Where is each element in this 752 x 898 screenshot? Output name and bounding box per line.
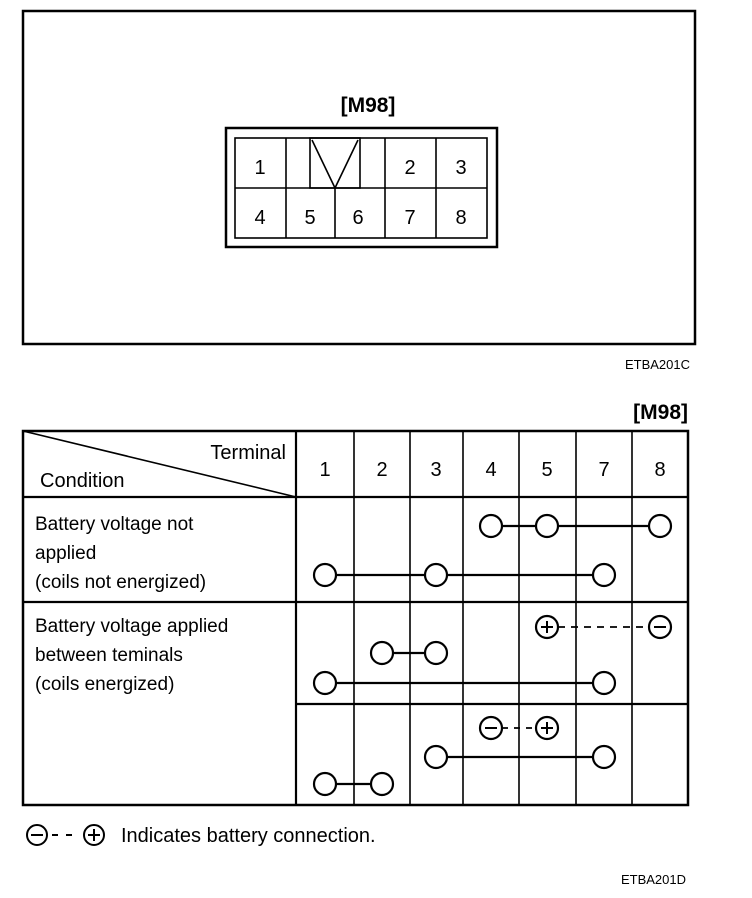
- terminal-7-header: 7: [598, 459, 610, 481]
- figure-code-bottom: ETBA201D: [620, 872, 686, 887]
- continuity-node-1: [314, 773, 336, 795]
- condition-row-1: [35, 514, 206, 593]
- positive-terminal-icon: [84, 825, 104, 845]
- continuity-energized-a: [314, 616, 671, 694]
- continuity-node-3: [425, 642, 447, 664]
- continuity-node-5: [536, 515, 558, 537]
- condition-1-line-1: Battery voltage not: [35, 514, 194, 535]
- condition-2-line-2: between teminals: [35, 645, 183, 666]
- continuity-node-4: [480, 515, 502, 537]
- terminal-4-header: 4: [485, 459, 497, 481]
- condition-2-line-1: Battery voltage applied: [35, 616, 229, 637]
- continuity-node-3: [425, 564, 447, 586]
- terminal-8-header: 8: [654, 459, 666, 481]
- condition-row-2: [35, 616, 228, 695]
- pin-7: 7: [404, 207, 416, 229]
- continuity-node-1: [314, 672, 336, 694]
- continuity-node-8: [649, 515, 671, 537]
- pin-6: 6: [352, 207, 364, 229]
- pin-2: 2: [404, 157, 416, 179]
- condition-1-line-2: applied: [35, 543, 97, 564]
- terminal-2-header: 2: [376, 459, 388, 481]
- continuity-node-2: [371, 773, 393, 795]
- figure-code-top: ETBA201C: [624, 357, 690, 372]
- connector-label: [M98]: [340, 94, 396, 117]
- pin-8: 8: [455, 207, 467, 229]
- terminal-3-header: 3: [430, 459, 442, 481]
- continuity-node-7: [593, 564, 615, 586]
- pin-3: 3: [455, 157, 467, 179]
- header-terminal: Terminal: [210, 442, 286, 464]
- table-label: [M98]: [633, 401, 688, 424]
- continuity-node-2: [371, 642, 393, 664]
- pin-4: 4: [254, 207, 266, 229]
- negative-terminal-icon: [649, 616, 671, 638]
- continuity-node-1: [314, 564, 336, 586]
- pin-1: 1: [254, 157, 266, 179]
- condition-1-line-3: (coils not energized): [35, 572, 207, 593]
- negative-terminal-icon: [480, 717, 502, 739]
- pin-5: 5: [304, 207, 316, 229]
- positive-terminal-icon: [536, 616, 558, 638]
- positive-terminal-icon: [536, 717, 558, 739]
- negative-terminal-icon: [27, 825, 47, 845]
- terminal-1-header: 1: [319, 459, 331, 481]
- continuity-node-7: [593, 746, 615, 768]
- legend-text: Indicates battery connection.: [121, 825, 376, 847]
- header-condition: Condition: [40, 470, 125, 492]
- connector-body: [226, 128, 497, 247]
- continuity-node-3: [425, 746, 447, 768]
- legend: [27, 825, 104, 845]
- terminal-headers: [319, 459, 665, 481]
- terminal-5-header: 5: [541, 459, 553, 481]
- continuity-node-7: [593, 672, 615, 694]
- connector-frame: [23, 11, 695, 344]
- continuity-not-energized: [314, 515, 671, 586]
- condition-2-line-3: (coils energized): [35, 674, 175, 695]
- continuity-energized-b: [314, 717, 615, 795]
- connector-key: [310, 138, 360, 188]
